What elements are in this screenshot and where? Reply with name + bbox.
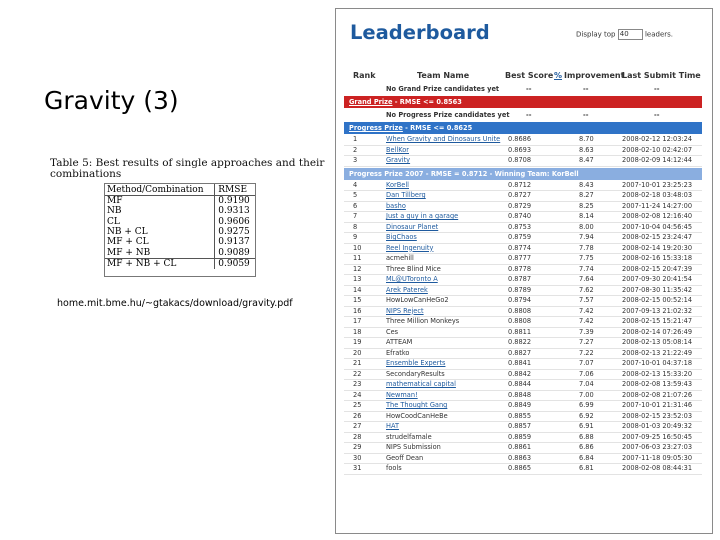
progress-prize-2007-label: Progress Prize 2007 - RMSE = 0.8712 - Winning Team: KorBell [349, 169, 579, 178]
best-score: 0.8759 [508, 233, 532, 241]
rank-cell: 8 [353, 222, 358, 231]
last-submit: 2008-02-15 23:24:47 [622, 233, 693, 241]
last-submit: 2008-02-15 15:21:47 [622, 317, 693, 325]
improvement: 7.42 [579, 317, 594, 325]
leaderboard-row [344, 464, 702, 475]
table-caption [50, 157, 325, 180]
team-link[interactable]: Just a guy in a garage [386, 212, 459, 220]
last-submit: 2007-06-03 23:27:03 [622, 443, 693, 451]
rank-cell: 26 [353, 411, 362, 420]
best-score: 0.8859 [508, 432, 532, 441]
rank-cell: 30 [353, 453, 362, 462]
team-link[interactable]: When Gravity and Dinosaurs Unite [386, 135, 501, 143]
rank-cell: 10 [353, 243, 362, 252]
leaderboard-row [344, 433, 702, 444]
table-row [105, 258, 255, 269]
best-score: 0.8861 [508, 443, 532, 451]
improvement: 7.42 [579, 306, 594, 315]
rank-cell: 12 [353, 264, 362, 273]
leaderboard-row [344, 202, 702, 213]
best-score: 0.8811 [508, 327, 532, 336]
progress-prize-banner [344, 122, 702, 134]
best-score: 0.8844 [508, 380, 532, 388]
rank-cell: 27 [353, 422, 362, 430]
rank-column-header: Rank [353, 71, 376, 80]
last-submit: 2008-02-14 07:26:49 [622, 327, 693, 336]
main-rows-group [344, 181, 702, 475]
team-name: No Progress Prize candidates yet [386, 111, 510, 119]
leaderboard-row [344, 454, 702, 465]
best-score: 0.8841 [508, 359, 532, 367]
leaderboard-row [344, 181, 702, 192]
rmse-cell: 0.9313 [215, 206, 255, 216]
rank-cell: 31 [353, 464, 362, 472]
improvement: 7.22 [579, 348, 594, 357]
method-cell: MF [107, 196, 123, 207]
last-submit: 2007-10-01 23:25:23 [622, 180, 693, 189]
last-submit: 2008-01-03 20:49:32 [622, 422, 693, 430]
method-cell: MF + NB [107, 247, 151, 258]
grand-prize-threshold: - RMSE <= 0.8563 [392, 98, 462, 106]
method-cell: NB + CL [107, 227, 148, 238]
last-submit: 2008-02-14 19:20:30 [622, 243, 693, 252]
improvement: 6.88 [579, 432, 594, 441]
team-link[interactable]: HAT [386, 422, 399, 430]
best-score: 0.8693 [508, 145, 532, 154]
rank-cell: 5 [353, 191, 358, 199]
team-link[interactable]: mathematical capital [386, 380, 456, 388]
improvement: 8.27 [579, 191, 594, 199]
best-score: 0.8712 [508, 180, 532, 189]
rank-cell: 19 [353, 338, 362, 346]
improvement: 6.86 [579, 443, 594, 451]
improvement: 7.75 [579, 254, 594, 262]
best-score: -- [526, 111, 532, 119]
rank-cell: 20 [353, 348, 362, 357]
rank-cell: 17 [353, 317, 362, 325]
team-link[interactable]: BellKor [386, 145, 409, 154]
team-name: Efratko [386, 348, 410, 357]
improvement: 6.81 [579, 464, 594, 472]
leaderboard-row [344, 286, 702, 297]
best-score: 0.8857 [508, 422, 532, 430]
best-score: 0.8794 [508, 296, 532, 304]
last-submit: 2007-11-18 09:05:30 [622, 453, 693, 462]
team-link[interactable]: Arek Paterek [386, 285, 428, 294]
improvement: 7.94 [579, 233, 594, 241]
last-submit: 2007-10-01 04:37:18 [622, 359, 693, 367]
rank-cell: 16 [353, 306, 362, 315]
last-submit: 2008-02-12 12:03:24 [622, 135, 693, 143]
improvement: 7.39 [579, 327, 594, 336]
table-row [105, 206, 255, 216]
improvement: 7.07 [579, 359, 594, 367]
team-name: strudelfamale [386, 432, 432, 441]
display-top-control [576, 29, 673, 40]
improvement: 7.27 [579, 338, 594, 346]
last-submit: 2008-02-10 02:42:07 [622, 145, 693, 154]
last-submit: -- [654, 111, 660, 119]
display-count-input[interactable]: 40 [618, 29, 643, 40]
source-url: home.mit.bme.hu/~gtakacs/download/gravity.pdf [57, 298, 293, 309]
table-row [105, 217, 255, 227]
last-submit: 2008-02-13 05:08:14 [622, 338, 693, 346]
improvement: 8.25 [579, 201, 594, 210]
best-score: 0.8808 [508, 317, 532, 325]
table-row [105, 227, 255, 237]
leaderboard-rows [344, 83, 702, 475]
improvement: 6.99 [579, 401, 594, 409]
results-table [104, 183, 256, 277]
rank-cell: 23 [353, 380, 362, 388]
leaderboard-row [344, 338, 702, 349]
improvement: 8.47 [579, 156, 594, 164]
rmse-cell: 0.9137 [215, 237, 255, 247]
rank-cell: 11 [353, 254, 362, 262]
improvement-column-header: Improvement [564, 71, 625, 80]
best-score: 0.8740 [508, 212, 532, 220]
column-header-rmse: RMSE [215, 184, 255, 196]
leaderboard-row [344, 223, 702, 234]
improvement: 6.84 [579, 453, 594, 462]
best-score: 0.8822 [508, 338, 532, 346]
rank-cell: 3 [353, 156, 358, 164]
method-cell: NB [107, 206, 122, 217]
table-row [105, 196, 255, 207]
best-score: 0.8865 [508, 464, 532, 472]
team-link[interactable]: NIPS Reject [386, 306, 424, 315]
team-name: Three Blind Mice [386, 264, 441, 273]
rmse-cell: 0.9275 [215, 227, 255, 237]
leaderboard-title: Leaderboard [350, 21, 490, 44]
rank-cell: 15 [353, 296, 362, 304]
best-score: 0.8849 [508, 401, 532, 409]
leaderboard-row [344, 156, 702, 167]
best-score: 0.8686 [508, 135, 532, 143]
improvement: 6.91 [579, 422, 594, 430]
slide-title: Gravity (3) [44, 86, 179, 115]
team-name: ATTEAM [386, 338, 413, 346]
team-column-header: Team Name [417, 71, 470, 80]
last-submit-column-header: Last Submit Time [622, 71, 701, 80]
best-score: 0.8842 [508, 369, 532, 378]
best-score: 0.8808 [508, 306, 532, 315]
best-score: 0.8777 [508, 254, 532, 262]
team-name: fools [386, 464, 402, 472]
improvement: -- [583, 111, 589, 119]
leaderboard-row [344, 212, 702, 223]
last-submit: 2008-02-08 21:07:26 [622, 390, 693, 399]
leaderboard-row [344, 317, 702, 328]
improvement: 7.04 [579, 380, 594, 388]
team-link[interactable]: Gravity [386, 156, 411, 164]
display-prefix-label: Display top [576, 30, 616, 39]
improvement: 7.64 [579, 275, 594, 283]
team-link[interactable]: Ensemble Experts [386, 359, 446, 367]
last-submit: 2008-02-16 15:33:18 [622, 254, 693, 262]
improvement: 8.70 [579, 135, 594, 143]
last-submit: 2007-11-24 14:27:00 [622, 201, 693, 210]
grand-prize-banner [344, 96, 702, 108]
improvement: 7.06 [579, 369, 594, 378]
leaderboard-header [336, 71, 712, 83]
leaderboard-row [344, 265, 702, 276]
rank-cell: 14 [353, 285, 362, 294]
rank-cell: 22 [353, 369, 362, 378]
team-link[interactable]: Dinosaur Planet [386, 222, 439, 231]
results-table-header [105, 184, 255, 196]
leaderboard-row [344, 135, 702, 146]
team-link[interactable]: ML@UToronto A [386, 275, 438, 283]
team-name: Ces [386, 327, 399, 336]
improvement: -- [583, 85, 589, 93]
team-link[interactable]: The Thought Gang [386, 401, 448, 409]
team-link[interactable]: Reel Ingenuity [386, 243, 434, 252]
leaderboard-row [344, 349, 702, 360]
rank-cell: 29 [353, 443, 362, 451]
best-score: 0.8789 [508, 285, 532, 294]
last-submit: 2008-02-15 00:52:14 [622, 296, 693, 304]
progress-prize-threshold: - RMSE <= 0.8625 [402, 124, 473, 132]
last-submit: 2007-08-30 11:35:42 [622, 285, 693, 294]
leaderboard-row [344, 370, 702, 381]
improvement: 7.00 [579, 390, 594, 399]
improvement: 7.78 [579, 243, 594, 252]
leaderboard-row [344, 254, 702, 265]
team-name: HowCoodCanHeBe [386, 411, 448, 420]
last-submit: 2008-02-09 14:12:44 [622, 156, 693, 164]
table-row [105, 237, 255, 247]
team-link[interactable]: basho [386, 201, 406, 210]
leaderboard-row [344, 443, 702, 454]
rmse-cell: 0.9059 [215, 258, 255, 269]
leaderboard-screenshot [335, 8, 713, 534]
progress-prize-info-row [344, 109, 702, 121]
leaderboard-row [344, 412, 702, 423]
rank-cell: 28 [353, 432, 362, 441]
rank-cell: 2 [353, 145, 358, 154]
last-submit: 2008-02-15 20:47:39 [622, 264, 693, 273]
team-name: acmehill [386, 254, 414, 262]
best-score: 0.8727 [508, 191, 532, 199]
last-submit: 2008-02-13 15:33:20 [622, 369, 693, 378]
rank-cell: 24 [353, 390, 362, 399]
rank-cell: 13 [353, 275, 362, 283]
leaderboard-row [344, 296, 702, 307]
best-score: 0.8787 [508, 275, 532, 283]
column-header-method: Method/Combination [105, 184, 215, 196]
leaderboard-row [344, 191, 702, 202]
best-score: 0.8827 [508, 348, 532, 357]
percent-sort-link[interactable]: % [554, 71, 563, 80]
leaderboard-row [344, 401, 702, 412]
rmse-cell: 0.9606 [215, 217, 255, 227]
improvement: 8.00 [579, 222, 594, 231]
team-link[interactable]: Newman! [386, 390, 418, 399]
last-submit: 2008-02-15 23:52:03 [622, 411, 693, 420]
team-name: No Grand Prize candidates yet [386, 85, 500, 93]
rank-cell: 18 [353, 327, 362, 336]
last-submit: 2008-02-08 13:59:43 [622, 380, 693, 388]
best-score: 0.8778 [508, 264, 532, 273]
improvement: 8.14 [579, 212, 594, 220]
best-score: 0.8774 [508, 243, 532, 252]
table-caption-line-2: combinations [50, 168, 122, 180]
best-score: 0.8848 [508, 390, 532, 399]
best-score: 0.8855 [508, 411, 532, 420]
team-name: Geoff Dean [386, 453, 424, 462]
team-link[interactable]: KorBell [386, 180, 409, 189]
method-cell: MF + CL [107, 237, 149, 248]
table-row [105, 247, 255, 258]
leaderboard-row [344, 422, 702, 433]
team-name: SecondaryResults [386, 369, 445, 378]
rank-cell: 6 [353, 201, 358, 210]
progress-prize-link[interactable]: Progress Prize [349, 124, 403, 132]
rank-cell: 1 [353, 135, 358, 143]
best-score: 0.8753 [508, 222, 532, 231]
leaderboard-row [344, 328, 702, 339]
display-suffix-label: leaders. [644, 30, 674, 39]
grand-prize-link[interactable]: Grand Prize [349, 98, 393, 106]
team-link[interactable]: BigChaos [386, 233, 417, 241]
best-score: 0.8729 [508, 201, 532, 210]
improvement: 8.43 [579, 180, 594, 189]
team-name: NIPS Submission [386, 443, 441, 451]
table-caption-line-1: Table 5: Best results of single approaches and their [50, 157, 325, 169]
rank-cell: 7 [353, 212, 358, 220]
improvement: 7.62 [579, 285, 594, 294]
team-link[interactable]: Dan Tillberg [386, 191, 426, 199]
leaderboard-row [344, 391, 702, 402]
method-cell: CL [107, 216, 120, 227]
rank-cell: 21 [353, 359, 362, 367]
improvement: 6.92 [579, 411, 594, 420]
last-submit: 2008-02-18 03:48:03 [622, 191, 693, 199]
last-submit: 2008-02-13 21:22:49 [622, 348, 693, 357]
last-submit: 2007-09-30 20:41:54 [622, 275, 693, 283]
leaderboard-row [344, 307, 702, 318]
progress-prize-2007-banner [344, 168, 702, 180]
best-score: 0.8863 [508, 453, 532, 462]
last-submit: 2007-10-01 21:31:46 [622, 401, 693, 409]
best-score: 0.8708 [508, 156, 532, 164]
rank-cell: 9 [353, 233, 358, 241]
improvement: 7.74 [579, 264, 594, 273]
leaderboard-row [344, 244, 702, 255]
last-submit: 2008-02-08 08:44:31 [622, 464, 693, 472]
top-rows-group [344, 135, 702, 167]
leaderboard-row [344, 359, 702, 370]
method-cell: MF + NB + CL [105, 258, 215, 269]
score-column-header: Best Score [505, 71, 554, 80]
team-name: Three Million Monkeys [386, 317, 460, 325]
last-submit: 2007-09-13 21:02:32 [622, 306, 693, 315]
last-submit: 2007-09-25 16:50:45 [622, 432, 693, 441]
last-submit: -- [654, 85, 660, 93]
last-submit: 2007-10-04 04:56:45 [622, 222, 693, 231]
last-submit: 2008-02-08 12:16:40 [622, 212, 693, 220]
best-score: -- [526, 85, 532, 93]
improvement: 7.57 [579, 296, 594, 304]
rank-cell: 25 [353, 401, 362, 409]
rmse-cell: 0.9089 [215, 247, 255, 258]
leaderboard-row [344, 380, 702, 391]
improvement: 8.63 [579, 145, 594, 154]
leaderboard-row [344, 275, 702, 286]
leaderboard-row [344, 146, 702, 157]
team-name: HowLowCanHeGo2 [386, 296, 449, 304]
leaderboard-row [344, 233, 702, 244]
grand-prize-info-row [344, 83, 702, 95]
rmse-cell: 0.9190 [215, 196, 255, 207]
rank-cell: 4 [353, 180, 358, 189]
